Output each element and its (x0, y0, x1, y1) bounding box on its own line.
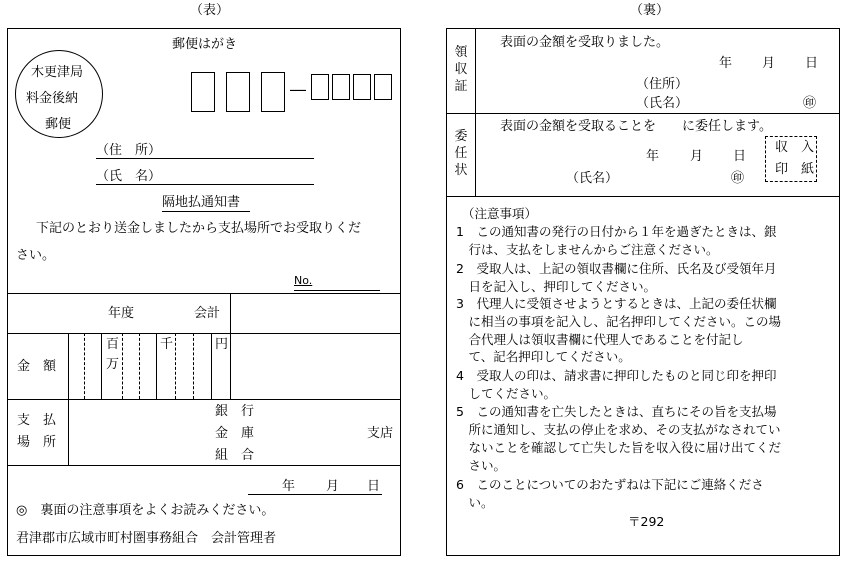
postal-code-box-7[interactable] (374, 74, 392, 100)
amount-dash-5 (193, 333, 194, 399)
note-line: さい。 (456, 458, 507, 473)
postal-code-box-5[interactable] (332, 74, 350, 100)
no-line (294, 290, 380, 291)
note-line: 2 受取人は、上記の領収書欄に住所、氏名及び受領年月 (456, 261, 777, 276)
amount-solid-2 (156, 333, 157, 399)
payment-row-bottom (7, 465, 401, 466)
payment-place-label-2: 場 所 (17, 435, 57, 450)
unit-en: 円 (215, 337, 229, 352)
postal-code-box-1[interactable] (191, 72, 215, 112)
delegation-month: 月 (690, 149, 704, 164)
postal-dash: ― (290, 80, 306, 99)
delegation-day: 日 (733, 149, 747, 164)
unit-sen: 千 (160, 337, 174, 352)
note-line: 3 代理人に受領させようとするときは、上記の委任状欄 (456, 296, 777, 311)
kinko-label: 金 庫 (215, 426, 255, 441)
amount-row-top (7, 333, 401, 334)
delegation-name-label: （氏名） (566, 171, 619, 186)
receipt-char-3: 証 (454, 79, 468, 94)
amount-dash-2 (122, 333, 123, 399)
back-label-divider (475, 28, 476, 196)
payment-place-label-1: 支 払 (17, 413, 57, 428)
address-line (96, 158, 314, 159)
front-month: 月 (326, 479, 340, 494)
back-side-label: （裏） (630, 3, 670, 18)
delegation-char-3: 状 (454, 163, 468, 178)
receipt-name-label: （氏名） (636, 96, 689, 111)
branch-label: 支店 (367, 426, 394, 441)
note-line: してください。 (456, 386, 557, 401)
account-label: 会計 (194, 306, 221, 321)
note-line: 4 受取人の印は、請求書に押印したものと同じ印を押印 (456, 368, 777, 383)
note-line: ないことを確認して亡失した旨を収入役に届け出てくだ (456, 440, 782, 455)
receipt-text: 表面の金額を受取りました。 (500, 35, 670, 50)
revenue-stamp-line-1: 収 入 (775, 140, 815, 155)
unit-hyaku: 百 (106, 337, 120, 352)
delegation-char-2: 任 (454, 146, 468, 161)
bank-label: 銀 行 (215, 404, 255, 419)
receipt-address-label: （住所） (636, 77, 689, 92)
heading-underline (162, 211, 250, 212)
front-name-label: （氏 名） (96, 169, 162, 184)
date-underline (248, 494, 382, 495)
payment-row-top (7, 399, 401, 400)
stamp-line-2: 料金後納 (26, 91, 79, 106)
postal-code-box-2[interactable] (226, 72, 250, 112)
stamp-line-1: 木更津局 (31, 65, 84, 80)
body-line-2: さい。 (16, 248, 56, 263)
note-line: 5 この通知書を亡失したときは、直ちにその旨を支払場 (456, 404, 777, 419)
amount-solid-3 (211, 333, 212, 399)
receipt-char-1: 領 (454, 45, 468, 60)
receipt-year: 年 (719, 56, 733, 71)
table-top-border (7, 293, 401, 294)
front-address-label: （住 所） (96, 143, 162, 158)
unit-man: 万 (106, 357, 120, 372)
fiscal-year-label: 年度 (108, 306, 135, 321)
delegation-seal: ㊞ (731, 171, 745, 186)
delegation-char-1: 委 (454, 129, 468, 144)
receipt-char-2: 収 (454, 62, 468, 77)
receipt-bottom-border (446, 113, 840, 114)
amount-solid-4 (230, 333, 231, 399)
delegation-year: 年 (646, 149, 660, 164)
back-notice: ◎ 裏面の注意事項をよくお読みください。 (16, 503, 275, 518)
postcard-title: 郵便はがき (172, 37, 238, 52)
front-year: 年 (282, 479, 296, 494)
note-line: 行は、支払をしませんからご注意ください。 (456, 242, 719, 257)
note-line: て、記名押印してください。 (456, 349, 631, 364)
body-line-1: 下記のとおり送金しましたから支払場所でお受取りくだ (36, 221, 362, 236)
amount-label-divider (68, 333, 69, 399)
note-line: い。 (456, 495, 494, 510)
revenue-stamp-line-2: 印 紙 (775, 162, 815, 177)
postal-code-box-4[interactable] (311, 74, 329, 100)
receipt-day: 日 (805, 56, 819, 71)
postal-code-label: 〒292 (628, 514, 665, 529)
delegation-text: 表面の金額を受取ることを に委任します。 (500, 119, 772, 134)
amount-dash-4 (175, 333, 176, 399)
postal-code-box-3[interactable] (261, 72, 285, 112)
front-side-label: （表） (190, 3, 230, 18)
name-line (96, 184, 314, 185)
notes-title: （注意事項） (462, 206, 538, 221)
front-day: 日 (367, 479, 381, 494)
receipt-month: 月 (762, 56, 776, 71)
note-line: に相当の事項を記入し、記名押印してください。この場 (456, 314, 782, 329)
kumiai-label: 組 合 (215, 448, 255, 463)
note-line: 日を記入し、押印してください。 (456, 279, 657, 294)
note-line: 1 この通知書の発行の日付から１年を過ぎたときは、銀 (456, 224, 777, 239)
note-line: 6 このことについてのおたずねは下記にご連絡くださ (456, 477, 764, 492)
note-line: 合代理人は領収書欄に代理人であることを付記し (456, 332, 744, 347)
fiscal-divider (230, 293, 231, 333)
notice-heading: 隔地払通知書 (162, 195, 241, 210)
amount-solid-1 (101, 333, 102, 399)
payment-label-divider (68, 399, 69, 465)
issuer: 君津郡市広域市町村圏事務組合 会計管理者 (16, 531, 277, 546)
receipt-seal: ㊞ (803, 96, 817, 111)
amount-dash-3 (139, 333, 140, 399)
postal-code-box-6[interactable] (353, 74, 371, 100)
delegation-bottom-border (446, 196, 840, 197)
amount-dash-1 (84, 333, 85, 399)
stamp-line-3: 郵便 (45, 117, 72, 132)
amount-label: 金 額 (17, 359, 57, 374)
no-label: No. (294, 274, 313, 287)
note-line: 所に通知し、支払の停止を求め、その支払がなされてい (456, 422, 781, 437)
